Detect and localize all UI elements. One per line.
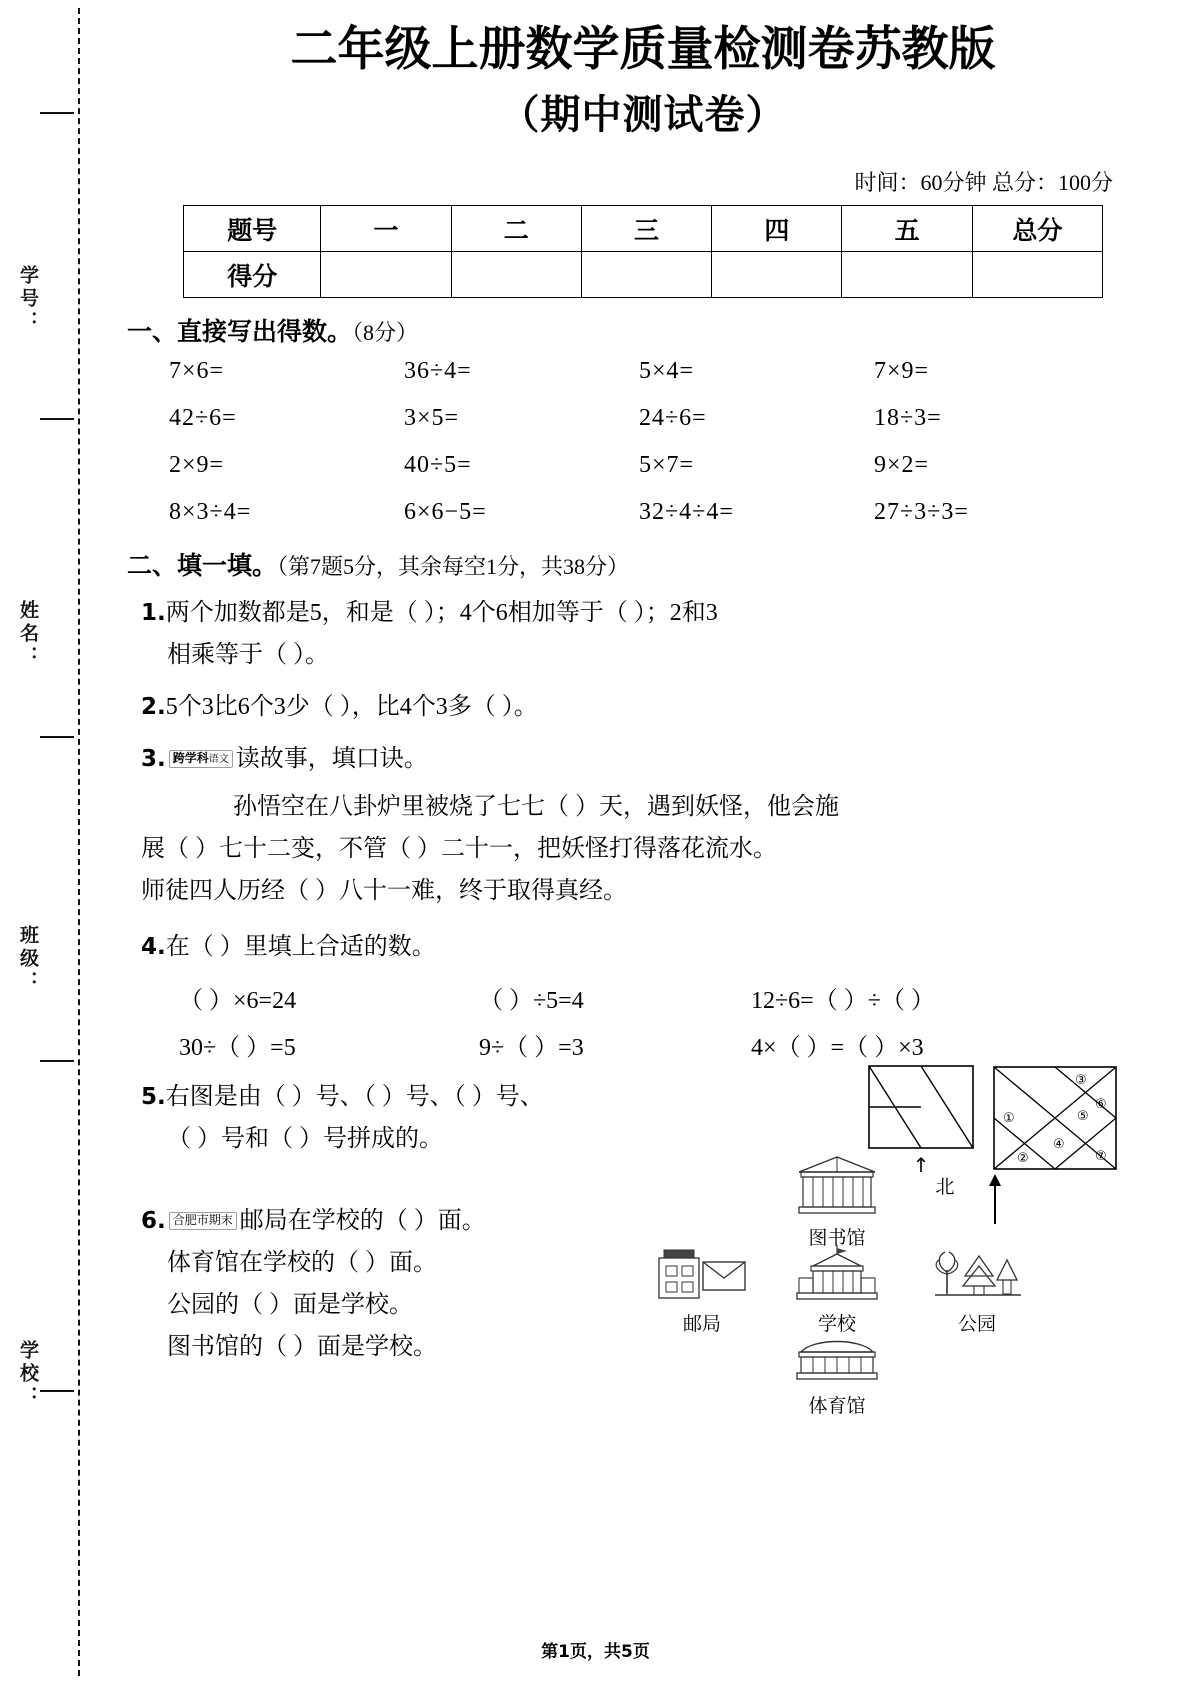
tangram-shape-svg <box>867 1064 975 1150</box>
equation-item: 4×（ ）=（ ）×3 <box>751 1035 924 1062</box>
arithmetic-row <box>169 358 1109 385</box>
score-table-col-4: 四 <box>712 206 842 252</box>
score-cell-5[interactable] <box>842 252 972 298</box>
map-item-park <box>917 1244 1037 1336</box>
tangram-piece-7: ⑦ <box>1095 1149 1107 1165</box>
page-footer: 第1页，共5页 <box>541 1642 650 1662</box>
map-north-arrow <box>982 1172 1008 1231</box>
arithmetic-row <box>169 405 1109 432</box>
arithmetic-row <box>169 499 1109 526</box>
question-6-line-3: 公园的（ ）面是学校。 <box>167 1292 413 1319</box>
arithmetic-item: 9×2= <box>874 452 930 479</box>
tangram-piece-2: ② <box>1017 1151 1029 1167</box>
question-3-number: 3. <box>141 746 166 773</box>
equation-item: （ ）×6=24 <box>179 988 297 1015</box>
arithmetic-row <box>169 452 1109 479</box>
arithmetic-item: 5×4= <box>639 358 695 385</box>
page-title: 二年级上册数学质量检测卷苏教版 <box>290 22 996 77</box>
tangram-numbered-svg <box>991 1064 1119 1172</box>
school-icon <box>791 1244 883 1302</box>
tangram-piece-6: ⑥ <box>1095 1097 1107 1113</box>
binding-label-school: 学校： <box>17 1340 38 1409</box>
binding-tick <box>40 1060 74 1062</box>
arithmetic-item: 42÷6= <box>169 405 237 432</box>
section-2-title: 二、填一填。 <box>127 551 278 581</box>
binding-tick <box>40 1390 74 1392</box>
question-6-line-2: 体育馆在学校的（ ）面。 <box>167 1250 437 1277</box>
tangram-figures <box>867 1064 1191 1199</box>
arithmetic-item: 27÷3÷3= <box>874 499 969 526</box>
equation-item: 12÷6=（ ）÷（ ） <box>751 988 935 1015</box>
exam-meta-info: 时间：60分钟 总分：100分 <box>854 170 1113 196</box>
score-table-col-5: 五 <box>842 206 972 252</box>
cross-subject-badge-sub: 语文 <box>208 754 229 766</box>
arithmetic-item: 7×6= <box>169 358 225 385</box>
equation-item: 9÷（ ）=3 <box>479 1035 584 1062</box>
map-label-school: 学校 <box>817 1313 856 1336</box>
arithmetic-grid <box>169 358 1109 526</box>
question-2-text: 5个3比6个3少（ ），比4个3多（ ）。 <box>165 694 538 721</box>
equation-item: （ ）÷5=4 <box>479 988 584 1015</box>
map-label-park: 公园 <box>957 1313 996 1336</box>
arithmetic-item: 3×5= <box>404 405 460 432</box>
arithmetic-item: 24÷6= <box>639 405 707 432</box>
exam-source-badge: 合肥市期末 <box>169 1212 237 1229</box>
question-3-prompt: 读故事，填口诀。 <box>235 746 428 773</box>
compass-north-label-wrap <box>925 1172 965 1199</box>
score-table-col-total: 总分 <box>972 206 1102 252</box>
question-4-prompt: 在（ ）里填上合适的数。 <box>165 934 436 961</box>
arithmetic-item: 36÷4= <box>404 358 472 385</box>
question-6-line-4: 图书馆的（ ）面是学校。 <box>167 1334 437 1361</box>
binding-label-name: 姓名： <box>17 600 38 669</box>
map-label-library: 图书馆 <box>808 1227 866 1250</box>
question-1 <box>141 592 1159 676</box>
arithmetic-item: 18÷3= <box>874 405 942 432</box>
score-cell-2[interactable] <box>451 252 581 298</box>
north-arrow-icon <box>982 1172 1008 1226</box>
arithmetic-item: 32÷4÷4= <box>639 499 734 526</box>
question-1-number: 1. <box>141 600 166 627</box>
question-5-number: 5. <box>141 1084 166 1111</box>
question-4 <box>141 926 1159 968</box>
question-4-equation-row-1 <box>179 980 1159 1015</box>
question-3-story-line-1: 孙悟空在八卦炉里被烧了七七（ ）天，遇到妖怪，他会施 <box>233 794 839 821</box>
score-table-row-label-score: 得分 <box>184 252 321 298</box>
question-4-equation-row-2 <box>179 1027 1159 1062</box>
section-1-heading <box>127 312 1159 348</box>
question-1-line-1: 两个加数都是5，和是（ ）；4个6相加等于（ ）；2和3 <box>165 600 718 627</box>
binding-tick <box>40 418 74 420</box>
question-3-story-line-3: 师徒四人历经（ ）八十一难，终于取得真经。 <box>141 878 627 905</box>
cross-subject-badge <box>169 750 233 767</box>
section-1-title: 一、直接写出得数。 <box>127 317 353 347</box>
section-2-points: （第7题5分，其余每空1分，共38分） <box>277 554 630 580</box>
arithmetic-item: 8×3÷4= <box>169 499 252 526</box>
binding-tick <box>40 736 74 738</box>
binding-strip <box>0 0 95 1684</box>
gym-icon <box>791 1334 883 1384</box>
north-arrow-icon: ↑ <box>912 1153 930 1178</box>
arithmetic-item: 6×6−5= <box>404 499 487 526</box>
post-office-icon <box>656 1244 748 1302</box>
map-label-gym: 体育馆 <box>808 1395 866 1418</box>
page-subtitle: （期中测试卷） <box>499 92 787 139</box>
score-table-col-3: 三 <box>581 206 711 252</box>
tangram-piece-3: ③ <box>1075 1073 1087 1089</box>
question-6-line-1: 邮局在学校的（ ）面。 <box>239 1208 486 1235</box>
library-icon <box>793 1154 881 1216</box>
binding-label-student-id: 学号： <box>17 265 38 334</box>
tangram-piece-4: ④ <box>1053 1137 1065 1153</box>
map-item-gym <box>777 1334 897 1418</box>
tangram-piece-5: ⑤ <box>1077 1109 1089 1125</box>
question-5-line-2: （ ）号和（ ）号拼成的。 <box>167 1126 443 1153</box>
score-cell-1[interactable] <box>321 252 451 298</box>
map-item-post-office <box>647 1244 757 1336</box>
exam-page <box>95 0 1191 1684</box>
score-table-row-label: 题号 <box>184 206 321 252</box>
compass-north-label: 北 <box>935 1176 955 1199</box>
arithmetic-item: 5×7= <box>639 452 695 479</box>
score-table-col-2: 二 <box>451 206 581 252</box>
score-table <box>183 205 1103 298</box>
question-6-number: 6. <box>141 1208 166 1235</box>
map-item-school <box>777 1244 897 1336</box>
score-table-col-1: 一 <box>321 206 451 252</box>
question-1-line-2: 相乘等于（ ）。 <box>167 642 329 669</box>
section-1-points: （8分） <box>352 320 419 346</box>
question-3 <box>141 738 1159 912</box>
score-cell-total[interactable] <box>972 252 1102 298</box>
section-2-heading <box>127 546 1159 582</box>
tangram-numbered-figure <box>991 1064 1119 1177</box>
tangram-piece-1: ① <box>1003 1111 1015 1127</box>
binding-tick <box>40 112 74 114</box>
question-5-line-1: 右图是由（ ）号、（ ）号、（ ）号、 <box>165 1084 544 1111</box>
binding-dashed-line <box>78 8 80 1676</box>
cross-subject-badge-main: 跨学科 <box>172 751 209 766</box>
park-icon <box>931 1244 1023 1302</box>
arithmetic-item: 7×9= <box>874 358 930 385</box>
question-4-number: 4. <box>141 934 166 961</box>
table-row-question-numbers <box>184 206 1103 252</box>
map-label-post-office: 邮局 <box>682 1313 721 1336</box>
map-item-library <box>777 1154 897 1250</box>
question-2-number: 2. <box>141 694 166 721</box>
table-row-scores <box>184 252 1103 298</box>
score-cell-3[interactable] <box>581 252 711 298</box>
question-5-6-block <box>127 1073 1159 1496</box>
score-cell-4[interactable] <box>712 252 842 298</box>
binding-label-class: 班级： <box>17 925 38 994</box>
question-3-story-line-2: 展（ ）七十二变，不管（ ）二十一，把妖怪打得落花流水。 <box>141 836 777 863</box>
equation-item: 30÷（ ）=5 <box>179 1035 296 1062</box>
arithmetic-item: 2×9= <box>169 452 225 479</box>
question-2 <box>141 686 1159 728</box>
arithmetic-item: 40÷5= <box>404 452 472 479</box>
